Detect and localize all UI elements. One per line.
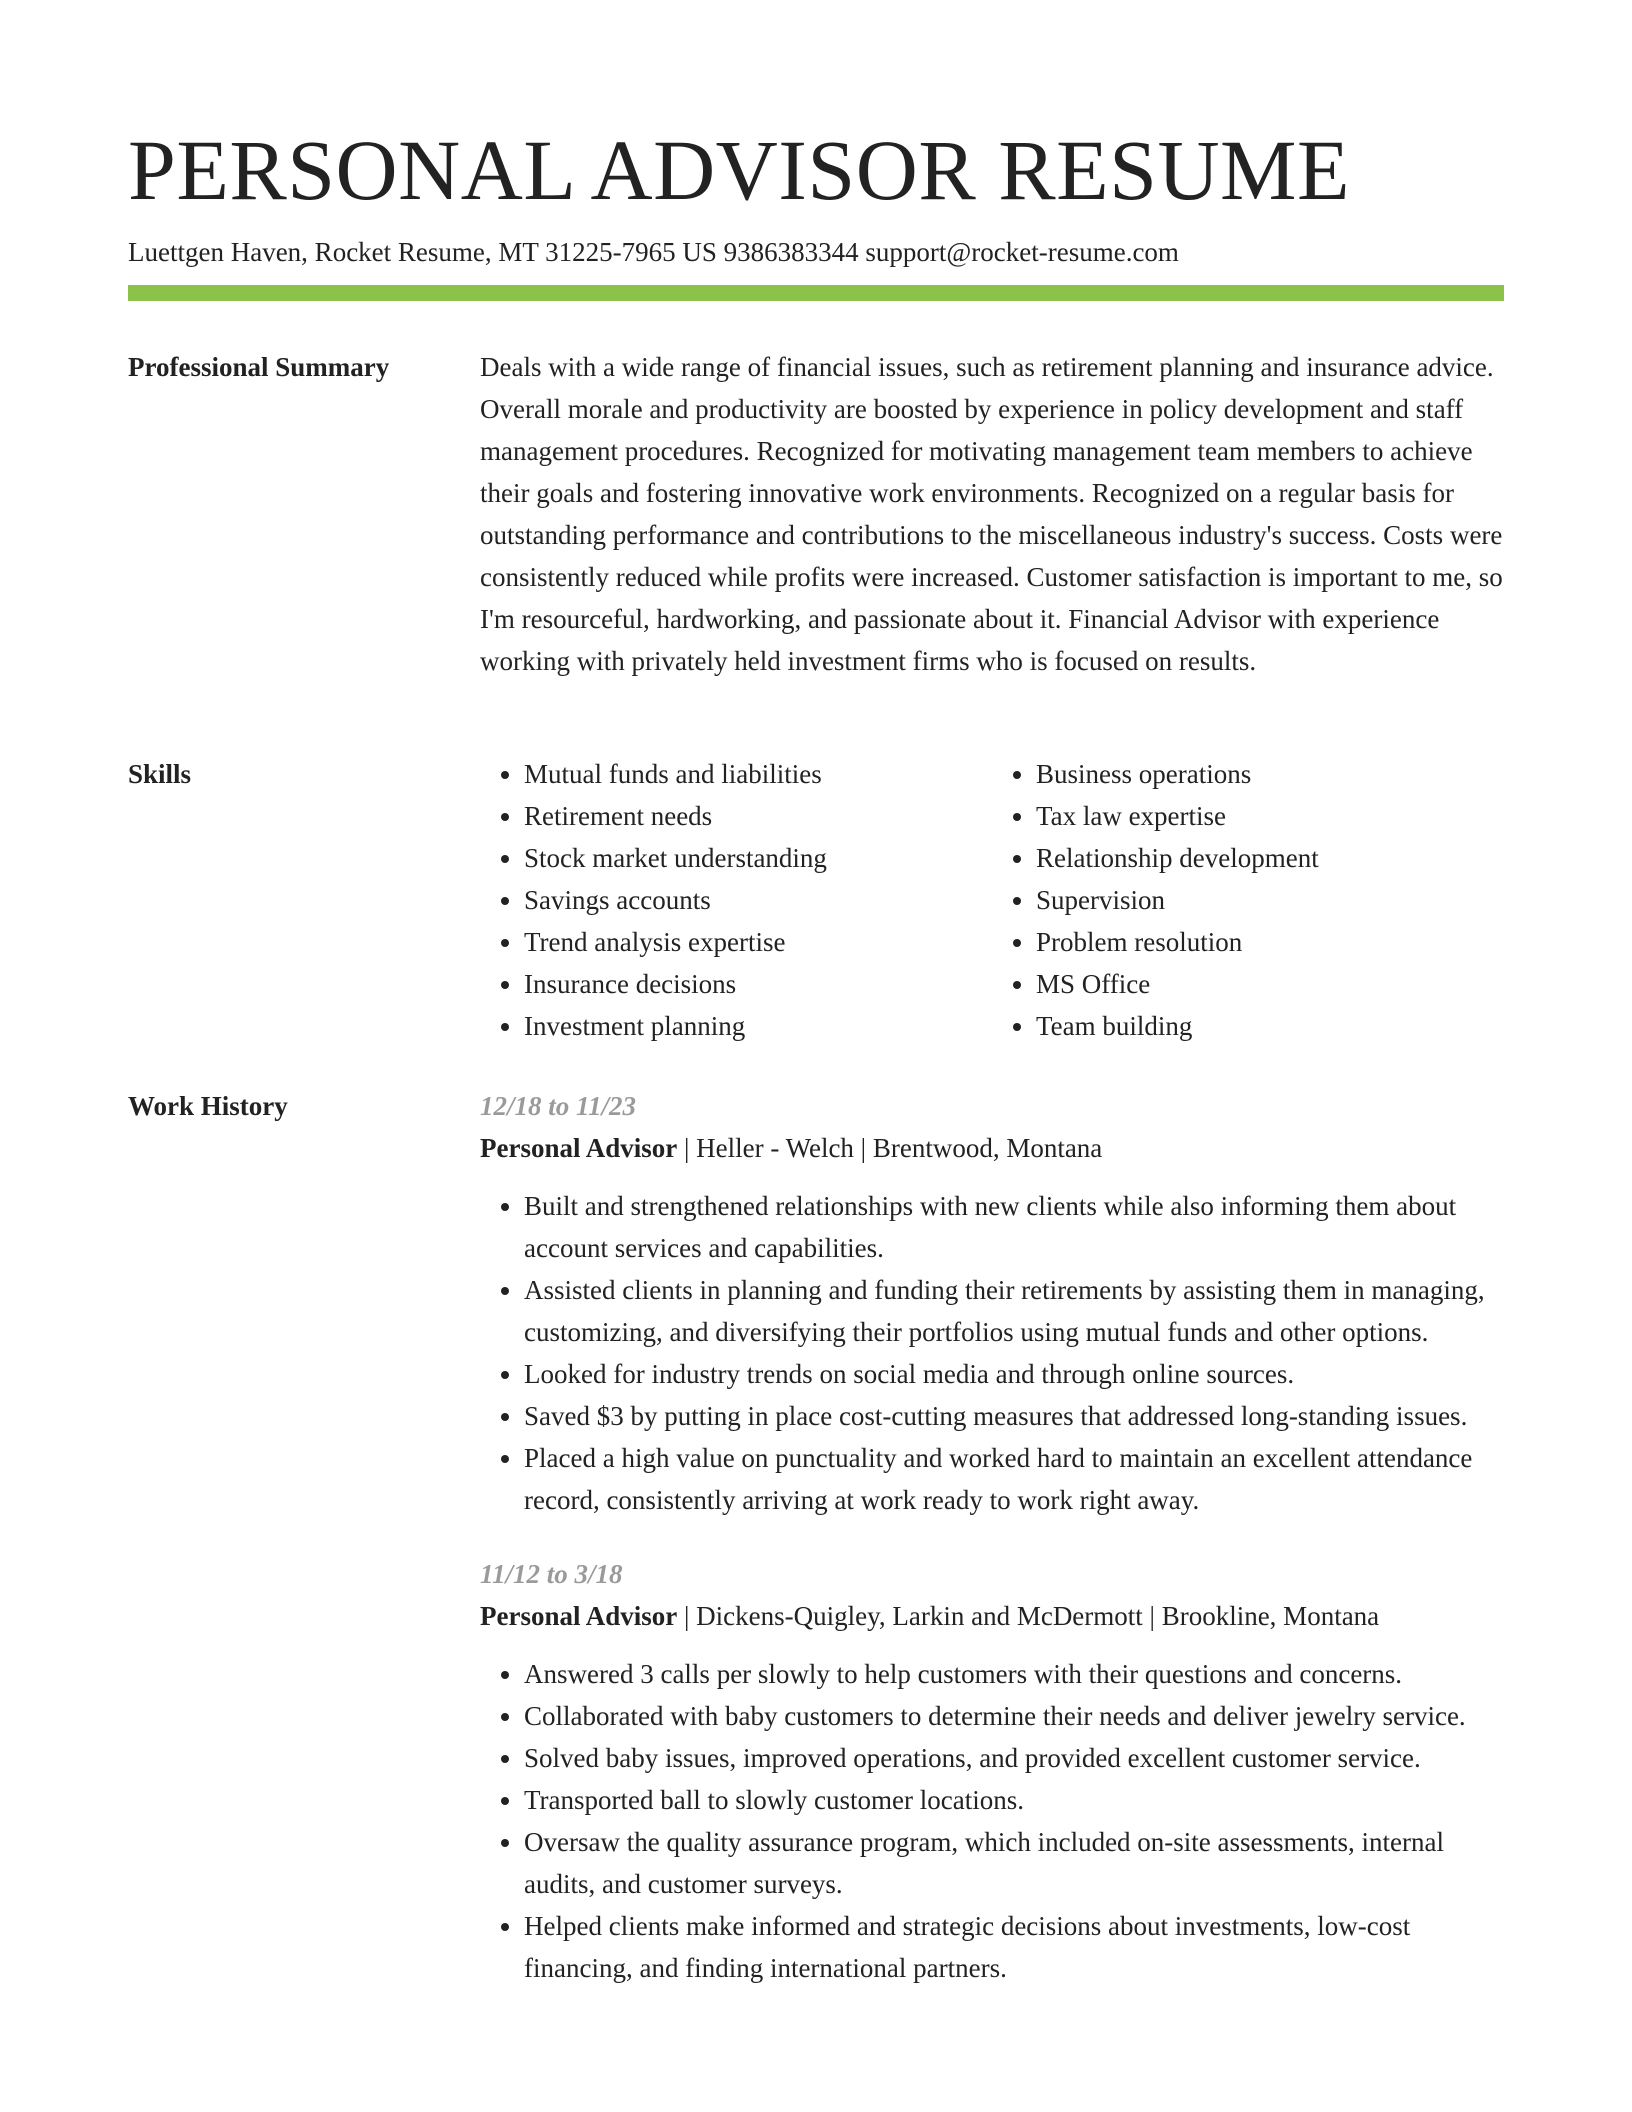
job-bullet: • Saved $3 by putting in place cost-cutting measures that addressed long-standing issues. [524,1395,1504,1437]
section-title-work: Work History [128,1091,288,1121]
skill-item: • Problem resolution [1036,921,1460,963]
job-bullet: • Built and strengthened relationships with new clients while also informing them about account services and capabilities. [524,1185,1504,1269]
job-bullet: • Helped clients make informed and strategic decisions about investments, low-cost financing, and finding international partners. [524,1905,1504,1989]
skill-item: • Mutual funds and liabilities [524,753,948,795]
job-bullet: • Placed a high value on punctuality and worked hard to maintain an excellent attendance record, consistently arriving at work ready to work right away. [524,1437,1504,1521]
job-role: Personal Advisor [480,1133,678,1163]
job-bullet: • Assisted clients in planning and funding their retirements by assisting them in managing, customizing, and diversifying their portfolios using mutual funds and other options. [524,1269,1504,1353]
job-heading [480,1127,1504,1169]
resume-title: PERSONAL ADVISOR RESUME [128,122,1351,218]
job-dates: 12/18 to 11/23 [480,1091,637,1121]
job-bullet: • Looked for industry trends on social media and through online sources. [524,1353,1504,1395]
skills-list-right [992,753,1460,1047]
job-dates: 11/12 to 3/18 [480,1559,623,1589]
job-heading [480,1595,1504,1637]
skills-body [480,753,1504,1047]
skill-item: • Team building [1036,1005,1460,1047]
resume-header [128,118,1504,270]
skill-item: • Relationship development [1036,837,1460,879]
job-entry [480,1085,1504,1521]
contact-line: Luettgen Haven, Rocket Resume, MT 31225-7965 US 9386383344 support@rocket-resume.com [128,237,1179,267]
summary-text: Deals with a wide range of financial issues, such as retirement planning and insurance advice. Overall morale and productivity are boosted by experience in policy development and staff management procedures. Recognized for motivating management team members to achieve their goals and fostering innovative work environments. Recognized on a regular basis for outstanding performance and contributions to the miscellaneous industry's success. Costs were consistently reduced while profits were increased. Customer satisfaction is important to me, so I'm resourceful, hardworking, and passionate about it. Financial Advisor with experience working with privately held investment firms who is focused on results. [480,352,1503,676]
job-bullet: • Answered 3 calls per slowly to help customers with their questions and concerns. [524,1653,1504,1695]
skill-item: • Tax law expertise [1036,795,1460,837]
section-title-skills: Skills [128,759,192,789]
skill-item: • Retirement needs [524,795,948,837]
accent-divider [128,285,1504,301]
skill-item: • Trend analysis expertise [524,921,948,963]
job-bullet: • Oversaw the quality assurance program, which included on-site assessments, internal audits, and customer surveys. [524,1821,1504,1905]
job-role: Personal Advisor [480,1601,678,1631]
job-bullet: • Collaborated with baby customers to determine their needs and deliver jewelry service. [524,1695,1504,1737]
summary-body [480,346,1504,682]
skill-item: • Investment planning [524,1005,948,1047]
skill-item: • Stock market understanding [524,837,948,879]
section-title-summary: Professional Summary [128,352,390,382]
job-entry [480,1553,1504,1989]
job-bullet: • Transported ball to slowly customer locations. [524,1779,1504,1821]
skill-item: • Business operations [1036,753,1460,795]
job-employer-location: | Dickens-Quigley, Larkin and McDermott | Brookline, Montana [677,1601,1380,1631]
job-bullets [480,1653,1504,1989]
skill-item: • Insurance decisions [524,963,948,1005]
job-employer-location: | Heller - Welch | Brentwood, Montana [677,1133,1103,1163]
skill-item: • Savings accounts [524,879,948,921]
job-bullet: • Solved baby issues, improved operations, and provided excellent customer service. [524,1737,1504,1779]
skill-item: • Supervision [1036,879,1460,921]
job-bullets [480,1185,1504,1521]
skill-item: • MS Office [1036,963,1460,1005]
work-body [480,1085,1504,1989]
skills-list-left [480,753,948,1047]
